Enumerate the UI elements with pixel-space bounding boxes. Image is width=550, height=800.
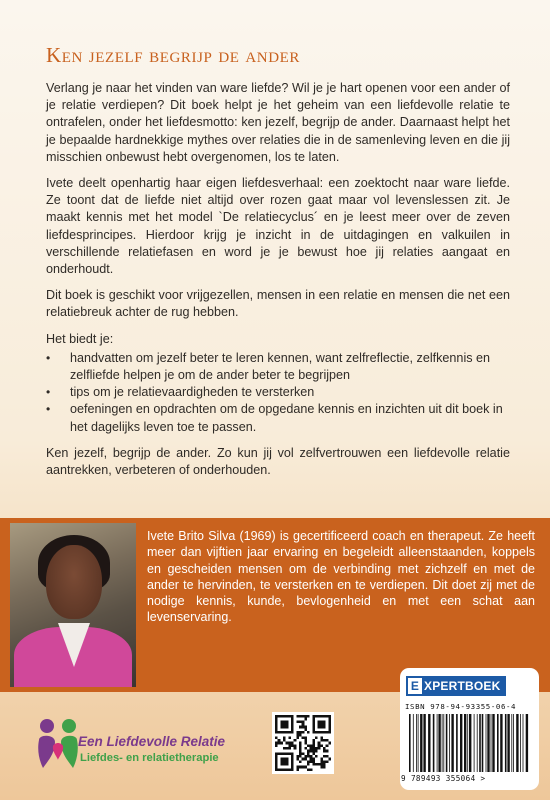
qr-code-icon bbox=[272, 712, 334, 774]
list-item: • tips om je relatievaardigheden te versterken bbox=[46, 384, 510, 401]
list-item: • handvatten om jezelf beter te leren kennen, want zelfreflectie, zelfkennis en zelfliefde helpen je om de ander beter te begrijpen bbox=[46, 350, 510, 384]
blurb bbox=[46, 80, 510, 488]
barcode-digits: 9 789493 355064 > bbox=[401, 774, 486, 783]
paragraph-1: Verlang je naar het vinden van ware liefde? Wil je je hart openen voor een ander of je relatie verdiepen? Dit boek helpt je het geheim van een liefdevolle relatie te ontrafelen, onder het liefdesmotto: ken jezelf, begrijp de ander. Daarnaast helpt het je bepaalde hardnekkige mythes over relaties die in de samenleving leven en die jij misschien onbewust hebt overgenomen, los te laten. bbox=[46, 81, 510, 164]
list-intro: Het biedt je: bbox=[46, 331, 114, 346]
paragraph-3: Dit boek is geschikt voor vrijgezellen, mensen in een relatie en mensen die net een relatiebreuk achter de rug hebben. bbox=[46, 288, 510, 320]
author-photo bbox=[10, 523, 136, 687]
isbn-label: ISBN 978-94-93355-06-4 bbox=[405, 702, 517, 711]
list-item: • oefeningen en opdrachten om de opgedane kennis en inzichten uit dit boek in het dagelijks leven toe te passen. bbox=[46, 401, 510, 435]
logo-subtitle: Liefdes- en relatietherapie bbox=[80, 752, 219, 764]
publisher-prefix: E bbox=[408, 678, 422, 694]
benefit-list bbox=[46, 350, 510, 436]
closing-paragraph: Ken jezelf, begrijp de ander. Zo kun jij vol zelfvertrouwen een liefdevolle relatie aantrekken, verbeteren of onderhouden. bbox=[46, 445, 510, 478]
publisher-logo bbox=[406, 676, 506, 696]
book-title: Ken jezelf begrijp de ander bbox=[46, 43, 301, 67]
logo-name: Een Liefdevolle Relatie bbox=[78, 734, 226, 749]
paragraph-2: Ivete deelt openhartig haar eigen liefdesverhaal: een zoektocht naar ware liefde. Ze toont dat de liefde niet altijd over rozen gaat maar vol levenslessen zit. Je maakt kennis met het model `De relatiecyclus´ en je leest meer over de zeven liefdesprincipes. Hierdoor krijg je inzicht in de uitdagingen en valkuilen in verschillende relatiefasen en word je je bewust hoe jij relaties aangaat en onderhoudt. bbox=[46, 176, 510, 277]
publisher-name: XPERTBOEK bbox=[424, 679, 501, 693]
author-bio: Ivete Brito Silva (1969) is gecertificeerd coach en therapeut. Ze heeft meer dan vijftien jaar ervaring en begeleidt alleenstaanden, koppels en gescheiden mensen om de verbinding met zichzelf en met de ander te hervinden, te versterken en te verdiepen. Dit doet zij met de nodige kennis, kunde, bevlogenheid en met een schat aan levenservaring. bbox=[147, 529, 535, 625]
barcode bbox=[407, 714, 533, 772]
